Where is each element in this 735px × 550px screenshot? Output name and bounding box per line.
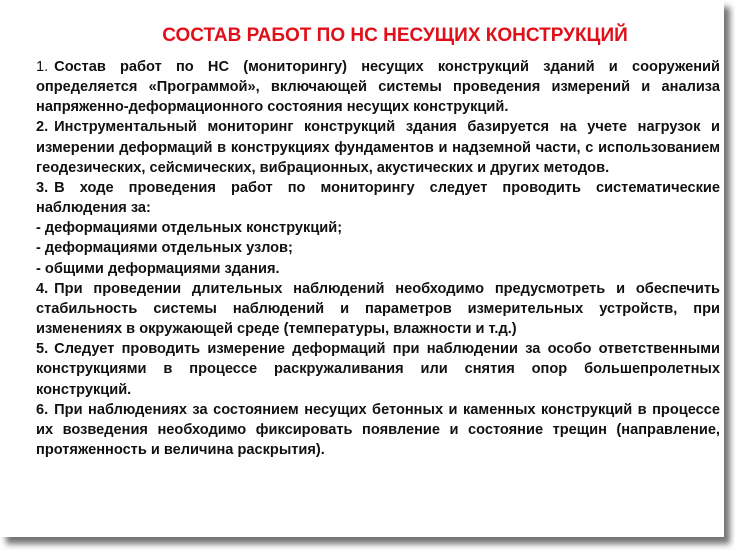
list-item-5: [36, 339, 720, 399]
item-number: 5.: [36, 341, 49, 358]
item-text: В ходе проведения работ по мониторингу следует проводить систематические наблюдения за:: [36, 179, 720, 217]
item-text: При проведении длительных наблюдений необходимо предусмотреть и обеспечить стабильность системы наблюдений и параметров измерительных устройств, при изменениях в окружающей среде (температуры, влажности и т.д.): [36, 280, 720, 338]
list-item-3: [36, 178, 720, 218]
list-item-4: [36, 279, 720, 339]
item-text: Следует проводить измерение деформаций при наблюдении за особо ответственными конструкциями в процессе раскружаливания или снятия опор большепролетных конструкций.: [36, 341, 720, 398]
item-number: 4.: [36, 280, 49, 297]
item-number: 2.: [36, 119, 49, 136]
sub-bullet: - общими деформациями здания.: [36, 260, 280, 277]
list-item-1: [36, 57, 720, 117]
list-item-6: [36, 400, 720, 460]
item-number: 3.: [36, 179, 49, 196]
sub-bullet: - деформациями отдельных узлов;: [36, 240, 293, 257]
slide-body: [36, 57, 720, 460]
sub-bullet: - деформациями отдельных конструкций;: [36, 220, 343, 237]
list-item-2: [36, 117, 720, 177]
item-number: 6.: [36, 401, 49, 418]
item-number: 1.: [36, 59, 49, 75]
slide-title: СОСТАВ РАБОТ ПО НС НЕСУЩИХ КОНСТРУКЦИЙ: [162, 25, 628, 46]
item-text: Состав работ по НС (мониторингу) несущих конструкций зданий и сооружений определяется «Программой», включающей системы проведения измерений и анализа напряженно-деформационного состояния несущих конструкций.: [36, 59, 720, 116]
item-text: Инструментальный мониторинг конструкций здания базируется на учете нагрузок и измерении деформаций в конструкциях фундаментов и надземной части, с использованием геодезических, сейсмических, вибрационных, акустических и других методов.: [36, 119, 720, 176]
item-text: При наблюдениях за состоянием несущих бетонных и каменных конструкций в процессе их возведения необходимо фиксировать появление и состояние трещин (направление, протяженность и величина раскрытия).: [36, 401, 720, 458]
